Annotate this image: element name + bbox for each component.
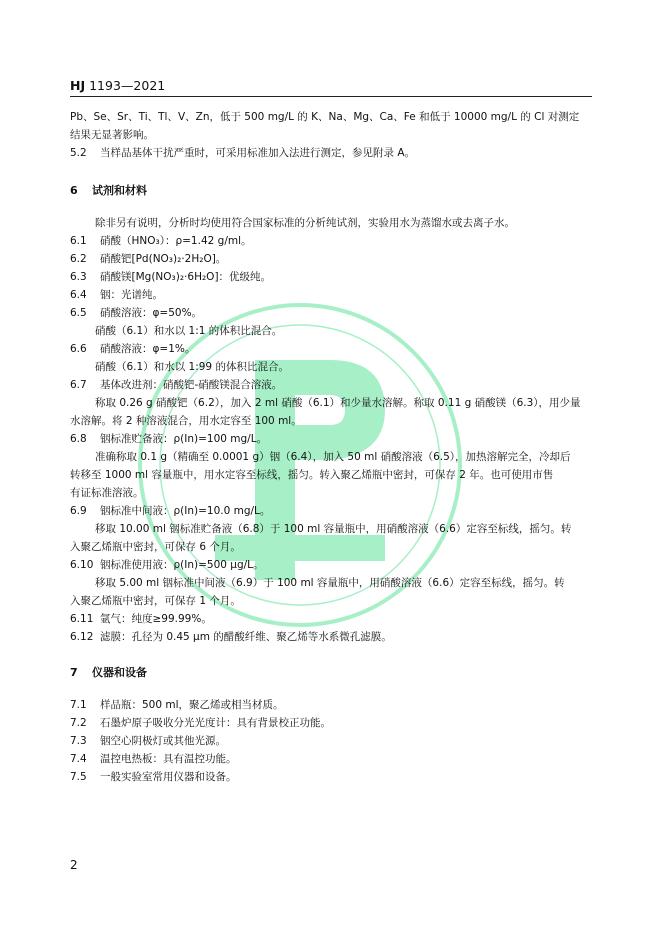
item-detail: 移取 5.00 ml 铟标准中间液（6.9）于 100 ml 容量瓶中，用硝酸溶液（6.6）定容至标线，摇匀。转 [95,577,565,589]
item-6-10: 6.10 铟标准使用液：ρ(In)=500 μg/L。 [70,559,264,571]
item-6-3: 6.3 硝酸镁[Mg(NO₃)₂·6H₂O]：优级纯。 [70,271,272,283]
item-7-5: 7.5 一般实验室常用仪器和设备。 [70,771,237,783]
item-6-8: 6.8 铟标准贮备液：ρ(In)=100 mg/L。 [70,433,268,445]
section-6-intro: 除非另有说明，分析时均使用符合国家标准的分析纯试剂，实验用水为蒸馏水或去离子水。 [95,217,515,229]
item-detail: 转移至 1000 ml 容量瓶中，用水定容至标线，摇匀。转入聚乙烯瓶中密封，可保存 2 年。也可使用市售 [70,469,554,481]
item-6-12: 6.12 滤膜：孔径为 0.45 μm 的醋酸纤维、聚乙烯等水系微孔滤膜。 [70,631,392,643]
item-6-4: 6.4 铟：光谱纯。 [70,289,163,301]
standard-code: HJ 1193—2021 [70,78,166,93]
item-detail: 称取 0.26 g 硝酸钯（6.2），加入 2 ml 硝酸（6.1）和少量水溶解。称取 0.11 g 硝酸镁（6.3），用少量 [95,397,581,409]
item-detail: 入聚乙烯瓶中密封，可保存 1 个月。 [70,595,241,607]
section-7-heading: 7 仪器和设备 [70,666,147,679]
body-line: 结果无显著影响。 [70,129,154,141]
item-6-11: 6.11 氩气：纯度≥99.99%。 [70,613,212,625]
item-detail: 有证标准溶液。 [70,487,144,499]
item-6-9: 6.9 铟标准中间液：ρ(In)=10.0 mg/L。 [70,505,271,517]
item-detail: 入聚乙烯瓶中密封，可保存 6 个月。 [70,541,241,553]
item-detail: 硝酸（6.1）和水以 1:1 的体积比混合。 [95,325,283,337]
item-7-4: 7.4 温控电热板：具有温控功能。 [70,753,237,765]
section-6-heading: 6 试剂和材料 [70,184,147,197]
item-6-5: 6.5 硝酸溶液：φ=50%。 [70,307,203,319]
item-detail: 水溶解。将 2 种溶液混合，用水定容至 100 ml。 [70,415,302,427]
item-7-2: 7.2 石墨炉原子吸收分光光度计：具有背景校正功能。 [70,717,331,729]
item-6-6: 6.6 硝酸溶液：φ=1%。 [70,343,196,355]
item-detail: 移取 10.00 ml 铟标准贮备液（6.8）于 100 ml 容量瓶中，用硝酸溶液（6.6）定容至标线，摇匀。转 [95,523,572,535]
item-6-7: 6.7 基体改进剂：硝酸钯-硝酸镁混合溶液。 [70,379,283,391]
item-5-2: 5.2 当样品基体干扰严重时，可采用标准加入法进行测定，参见附录 A。 [70,147,416,159]
header-rule [70,96,592,97]
item-7-3: 7.3 铟空心阴极灯或其他光源。 [70,735,226,747]
item-detail: 准确称取 0.1 g（精确至 0.0001 g）铟（6.4），加入 50 ml 硝酸溶液（6.5），加热溶解完全，冷却后 [95,451,571,463]
page-number: 2 [70,858,78,872]
item-detail: 硝酸（6.1）和水以 1:99 的体积比混合。 [95,361,289,373]
body-line: Pb、Se、Sr、Ti、Tl、V、Zn，低于 500 mg/L 的 K、Na、Mg、Ca、Fe 和低于 10000 mg/L 的 Cl 对测定 [70,111,580,123]
item-6-2: 6.2 硝酸钯[Pd(NO₃)₂·2H₂O]。 [70,253,227,265]
item-6-1: 6.1 硝酸（HNO₃）：ρ=1.42 g/ml。 [70,235,252,247]
item-7-1: 7.1 样品瓶：500 ml，聚乙烯或相当材质。 [70,699,284,711]
